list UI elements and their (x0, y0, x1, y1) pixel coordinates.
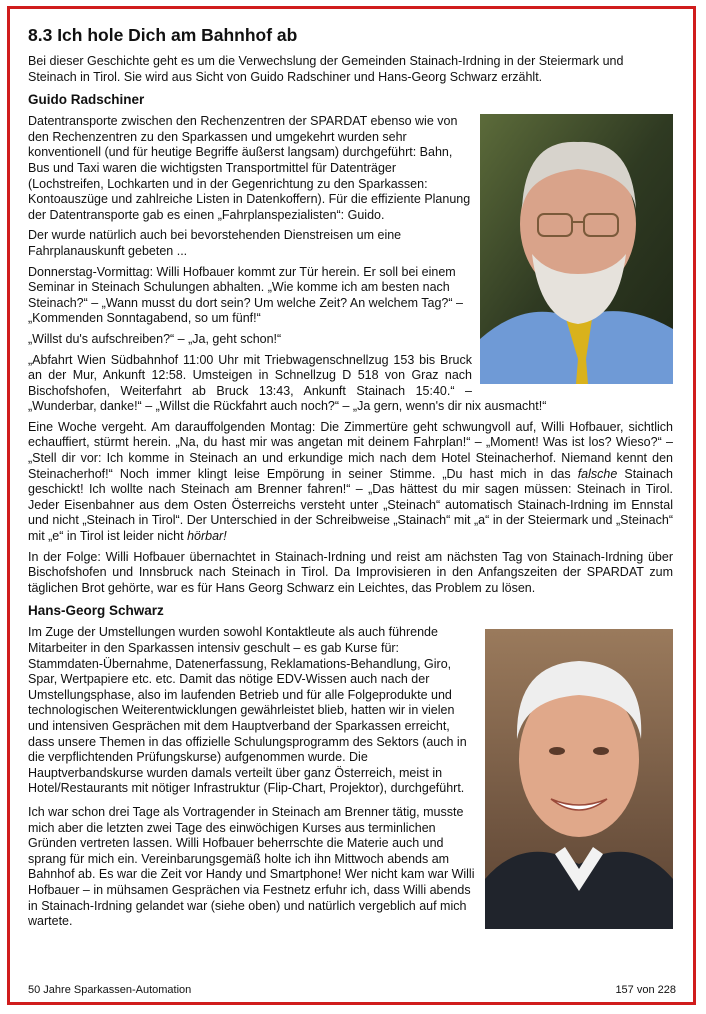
paragraph: Im Zuge der Umstellungen wurden sowohl Kontaktleute als auch führende Mitarbeiter in den Sparkassen intensiv geschult – es gab Kurse für: Stammdaten-Übernahme, Datenerfassung, Reklamations-Behandlung, Giro, Spar, Wertpapiere etc. etc. Damit das nötige EDV-Wissen auch nach der Umstellungsphase, also im laufenden Betrieb und für alle Folgeprodukte und technologischen Weiterentwicklungen gewährleistet blieb, hatten wir in vielen und intensiven Gesprächen mit dem Hauptverband der Sparkassen erreicht, dass unsere Themen in das offizielle Schulungsprogramm des Sektors (auch in die verpflichtenden Prüfungskurse) aufgenommen wurde. Die Hauptverbandskurse wurden damals verteilt über ganz Österreich, meist in Hotel/Restaurants mit nötiger Infrastruktur (Flip-Chart, Projektor), durchgeführt. (28, 625, 467, 796)
section-title-hans-georg: Hans-Georg Schwarz (28, 603, 164, 619)
intro-paragraph: Bei dieser Geschichte geht es um die Verwechslung der Gemeinden Stainach-Irdning in der Steiermark und Steinach in Tirol. Sie wird aus Sicht von Guido Radschiner und Hans-Georg Schwarz erzählt. (28, 54, 624, 84)
text-run: Eine Woche vergeht. Am darauffolgenden Montag: Die Zimmertüre geht schwungvoll auf, Willi Hofbauer, sichtlich echauffiert, stürmt herein. „Na, du hast mir was angetan mit deinem Fahrplan!“ – „Moment! Was ist los? Wieso?“ – „Stell dir vor: Ich komme in Steinach an und erkundige mich nach dem Hotel Steinacherhof. Niemand kennt den Steinacherhof!“ Noch immer klingt leise Empörung in seiner Stimme. „Du hast mich in das (28, 419, 673, 481)
footer-title: 50 Jahre Sparkassen-Automation (28, 984, 192, 996)
portrait-guido-radschiner (480, 114, 673, 384)
chapter-heading: 8.3 Ich hole Dich am Bahnhof ab (28, 25, 298, 45)
paragraph: Donnerstag-Vormittag: Willi Hofbauer kommt zur Tür herein. Er soll bei einem Seminar in Steinach Schulungen abhalten. „Wie komme ich am besten nach Steinach?“ – „Wann musst du dort sein? Um welche Zeit? An welchem Tag?“ – „Kommenden Sonntagabend, so um fünf!“ (28, 264, 463, 326)
page-content (28, 24, 673, 935)
paragraph: In der Folge: Willi Hofbauer übernachtet in Stainach-Irdning und reist am nächsten Tag von Stainach-Irdning über Bischofshofen und Innsbruck nach Steinach in Tirol. Da Improvisieren in den Anfangszeiten der SPARDAT zum täglichen Brot gehörte, war es für Hans Georg Schwarz ein Leichtes, das Problem zu lösen. (28, 549, 673, 595)
paragraph: „Abfahrt Wien Südbahnhof 11:00 Uhr mit Triebwagenschnellzug 153 bis Bruck an der Mur, Ankunft 12:58. Umsteigen in Schnellzug D 518 von Graz nach Bischofshofen, Weiterfahrt ab Bruck 13:43, Ankunft Stainach 15:40.“ – „Wunderbar, danke!“ – „Willst die Rückfahrt auch noch?“ – „Ja gern, wenn's dir nix ausmacht!“ (28, 352, 547, 414)
emphasis-text: falsche (577, 466, 618, 481)
portrait-hans-georg-schwarz (485, 629, 673, 929)
page-footer (28, 984, 676, 996)
section-title-guido: Guido Radschiner (28, 92, 145, 108)
paragraph: Ich war schon drei Tage als Vortragender in Steinach am Brenner tätig, musste mich aber die letzten zwei Tage des einwöchigen Kurses aus terminlichen Gründen vertreten lassen. Willi Hofbauer beherrschte die Materie auch und sprang für mich ein. Vereinbarungsgemäß holte ich ihn Mittwoch abends am Bahnhof ab. Es war die Zeit vor Handy und Smartphone! Wer nicht kam war Willi Hofbauer – in mühsamen Gesprächen via Festnetz erfuhr ich, dass Willi abends in Stainach-Irdning gelandet war (siehe oben) und natürlich vergeblich auf mich wartete. (28, 804, 475, 929)
paragraph: Datentransporte zwischen den Rechenzentren der SPARDAT ebenso wie von den Rechenzentren zu den Sparkassen und umgekehrt wurden sehr konventionell (und für heutige Begriffe äußerst langsam) durchgeführt: Bahn, Bus und Taxi waren die wichtigsten Transportmittel für Datenträger (Lochstreifen, Lochkarten und in der Gegenrichtung zu den Sparkassen: Kontoauszüge und zahlreiche Listen in Datenkoffern). Für die effiziente Planung der Datentransporte gab es einen „Fahrplanspezialisten“: Guido. (28, 114, 471, 222)
text-run: Stainach geschickt! Ich wollte nach Steinach am Brenner fahren!“ – „Das hättest du mir sagen müssen: Steinach in Tirol. Jeder Eisenbahner aus dem Osten Österreichs versteht unter „Steinach“ automatisch Stainach-Irdning im Ennstal und nicht „Steinach in Tirol“. Der Unterschied in der Schreibweise „Stainach“ mit „a“ in der Steiermark und „Steinach“ mit „e“ in Tirol ist leider nicht (28, 466, 673, 544)
page-number: 157 von 228 (615, 984, 676, 996)
paragraph (28, 420, 673, 545)
paragraph: „Willst du's aufschreiben?“ – „Ja, geht schon!“ (28, 331, 282, 346)
paragraph: Der wurde natürlich auch bei bevorstehenden Dienstreisen um eine Fahrplanauskunft gebeten ... (28, 228, 402, 258)
emphasis-text: hörbar! (187, 529, 227, 544)
